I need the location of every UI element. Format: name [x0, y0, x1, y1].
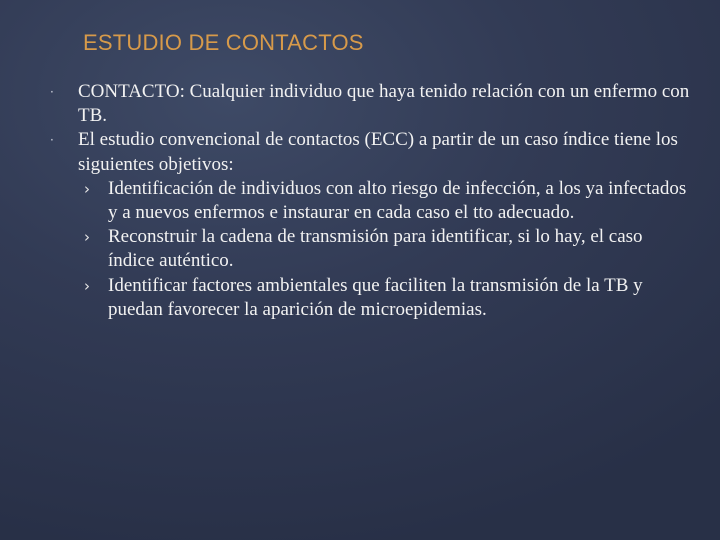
chevron-right-icon: ›: [84, 276, 90, 295]
bullet-text: El estudio convencional de contactos (ECC) a partir de un caso índice tiene los siguientes objetivos:: [78, 129, 678, 175]
sub-bullet-text: Identificación de individuos con alto riesgo de infección, a los ya infectados y a nuevos enfermos e instaurar en cada caso el tto adecuado.: [108, 177, 687, 224]
bullet-item: [50, 128, 690, 176]
chevron-right-icon: ›: [84, 228, 90, 247]
bullet-text: CONTACTO: Cualquier individuo que haya tenido relación con un enfermo con TB.: [78, 81, 690, 127]
sub-bullet-text: Reconstruir la cadena de transmisión para identificar, si lo hay, el caso índice auténtico.: [108, 226, 643, 272]
slide-title: ESTUDIO DE CONTACTOS: [83, 30, 364, 55]
slide-body: [50, 80, 690, 322]
dot-bullet-icon: ·: [50, 133, 54, 148]
bullet-item: [50, 80, 690, 128]
sub-bullet-text: Identificar factores ambientales que faciliten la transmisión de la TB y puedan favorecer la aparición de microepidemias.: [108, 274, 643, 320]
chevron-right-icon: ›: [84, 179, 90, 198]
dot-bullet-icon: ·: [50, 85, 54, 99]
sub-bullet-item: [50, 177, 690, 225]
sub-bullet-item: [50, 225, 690, 273]
sub-bullet-item: [50, 274, 690, 322]
